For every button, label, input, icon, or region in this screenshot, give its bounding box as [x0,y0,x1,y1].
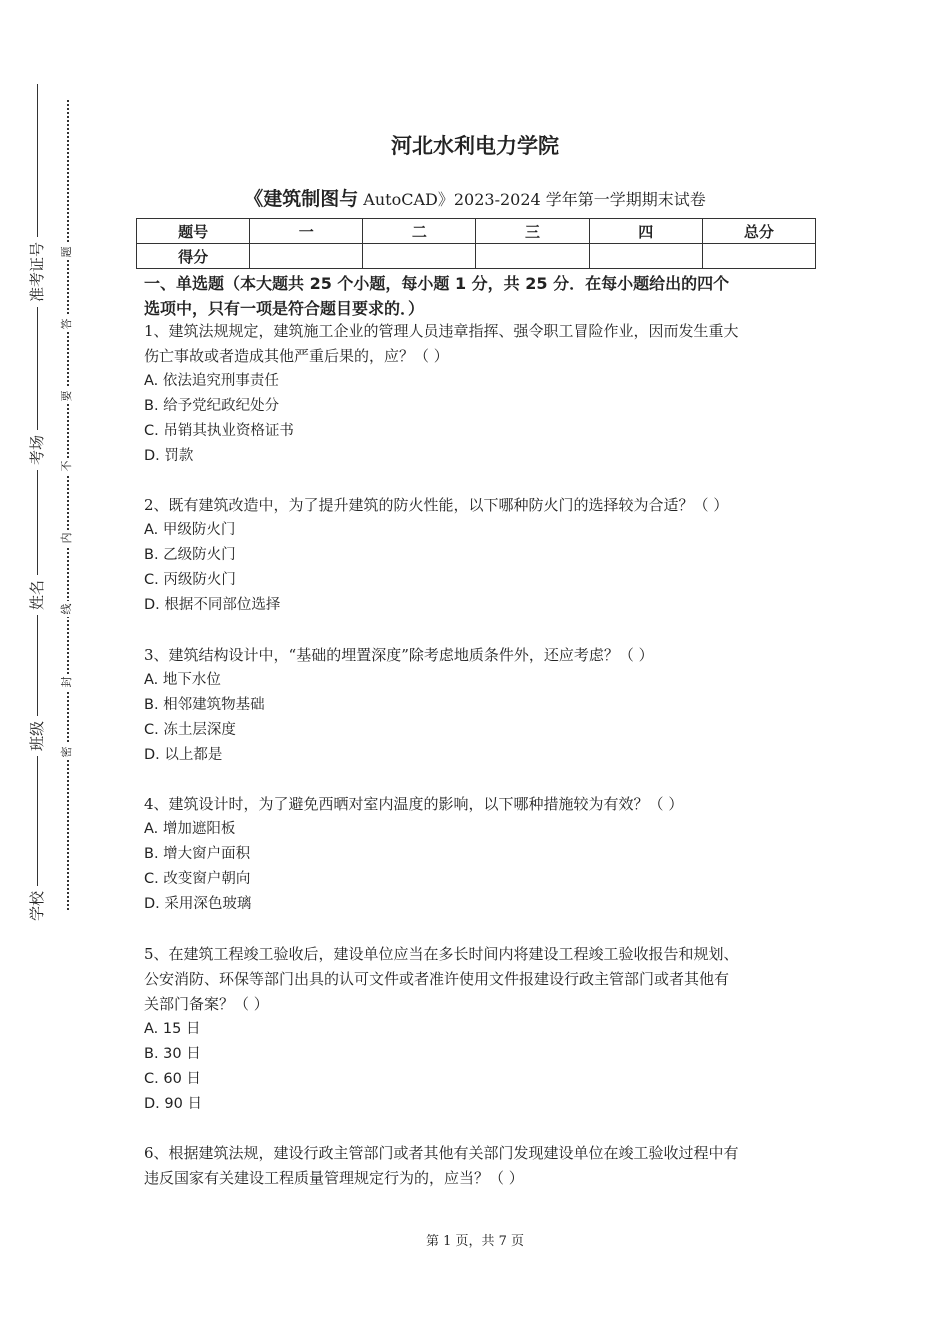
binding-solid-line [37,84,38,926]
option-b: B. 30 日 [144,1046,201,1062]
seal-char: 线 [59,601,75,617]
score-header-cell: 四 [589,219,702,244]
option-c: C. 丙级防火门 [144,572,236,588]
option-a: A. 地下水位 [144,672,221,688]
option-d: D. 根据不同部位选择 [144,597,281,613]
question-stem: 关部门备案？（ ） [144,995,269,1013]
question-stem: 1、建筑法规规定，建筑施工企业的管理人员违章指挥、强令职工冒险作业，因而发生重大 [144,322,739,340]
question-4 [144,792,816,917]
field-exam-room: 考场 [17,430,57,470]
page-footer: 第 1 页，共 7 页 [425,1234,525,1249]
question-1 [144,319,816,469]
score-header-cell: 题号 [137,219,250,244]
exam-title-bold: 《建筑制图与 [244,188,359,210]
question-6 [144,1141,816,1191]
option-c: C. 改变窗户朝向 [144,871,251,887]
option-a: A. 依法追究刑事责任 [144,373,279,389]
option-a: A. 增加遮阳板 [144,821,236,837]
option-b: B. 乙级防火门 [144,547,236,563]
score-cell[interactable] [363,244,476,269]
exam-title [144,184,806,211]
score-cell[interactable] [250,244,363,269]
score-header-cell: 三 [476,219,589,244]
option-c: C. 冻土层深度 [144,722,236,738]
question-stem: 2、既有建筑改造中，为了提升建筑的防火性能，以下哪种防火门的选择较为合适？（ ） [144,496,729,514]
question-stem: 5、在建筑工程竣工验收后，建设单位应当在多长时间内将建设工程竣工验收报告和规划、 [144,945,739,963]
field-class: 班级 [17,716,57,756]
field-exam-number: 准考证号 [17,237,57,307]
seal-char: 题 [59,244,75,260]
option-d: D. 罚款 [144,448,194,464]
option-d: D. 以上都是 [144,747,223,763]
option-b: B. 增大窗户面积 [144,846,251,862]
seal-char: 密 [59,744,75,760]
score-table [136,218,816,269]
seal-char: 不 [59,458,75,474]
seal-char: 答 [59,316,75,332]
binding-dotted-line [67,100,69,910]
score-cell[interactable] [589,244,702,269]
option-a: A. 15 日 [144,1021,201,1037]
field-name: 姓名 [17,575,57,615]
option-a: A. 甲级防火门 [144,522,236,538]
score-table-header-row [137,219,816,244]
question-5 [144,942,816,1117]
option-d: D. 90 日 [144,1096,202,1112]
question-stem: 违反国家有关建设工程质量管理规定行为的，应当？（ ） [144,1169,524,1187]
question-stem: 伤亡事故或者造成其他严重后果的，应？（ ） [144,347,449,365]
score-cell[interactable] [476,244,589,269]
question-stem: 公安消防、环保等部门出具的认可文件或者准许使用文件报建设行政主管部门或者其他有 [144,970,730,988]
section-heading-line: 选项中，只有一项是符合题目要求的．） [144,299,425,318]
binding-margin [0,0,90,1344]
score-cell[interactable] [702,244,815,269]
score-header-cell: 一 [250,219,363,244]
question-stem: 3、建筑结构设计中，“基础的埋置深度”除考虑地质条件外，还应考虑？（ ） [144,646,654,664]
exam-title-rest: AutoCAD》2023-2024 学年第一学期期末试卷 [358,190,706,209]
school-title: 河北水利电力学院 [391,134,559,158]
score-header-cell: 总分 [702,219,815,244]
seal-char: 封 [59,674,75,690]
option-d: D. 采用深色玻璃 [144,896,252,912]
seal-char: 内 [59,530,75,546]
seal-char: 要 [59,388,75,404]
score-table-score-row [137,244,816,269]
option-b: B. 给予党纪政纪处分 [144,398,280,414]
option-c: C. 吊销其执业资格证书 [144,423,294,439]
field-school: 学校 [17,886,57,926]
score-header-cell: 二 [363,219,476,244]
section-heading-line: 一、单选题（本大题共 25 个小题，每小题 1 分，共 25 分．在每小题给出的四个 [144,274,730,293]
question-2 [144,493,816,618]
question-3 [144,643,816,768]
score-row-label: 得分 [137,244,250,269]
question-stem: 4、建筑设计时，为了避免西晒对室内温度的影响，以下哪种措施较为有效？（ ） [144,795,684,813]
option-b: B. 相邻建筑物基础 [144,697,265,713]
question-stem: 6、根据建筑法规，建设行政主管部门或者其他有关部门发现建设单位在竣工验收过程中有 [144,1144,739,1162]
option-c: C. 60 日 [144,1071,201,1087]
section-heading [144,271,816,321]
